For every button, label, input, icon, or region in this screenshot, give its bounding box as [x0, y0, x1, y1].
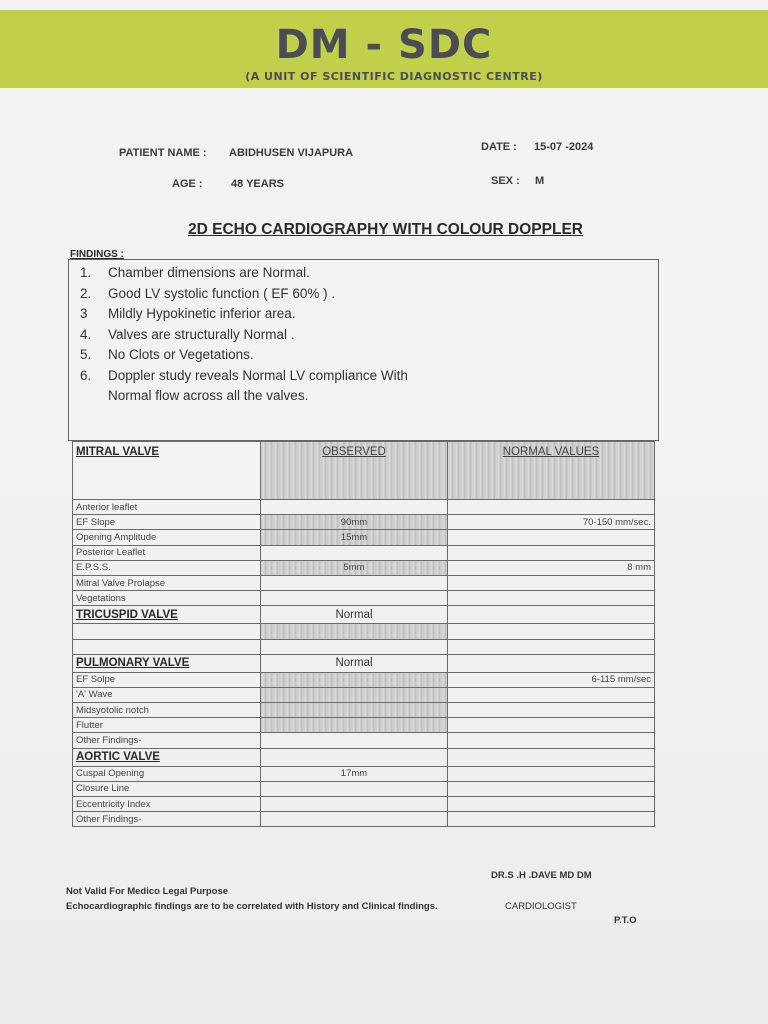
centre-logo-title: DM - SDC — [275, 22, 493, 68]
age-label: AGE : — [172, 178, 203, 190]
table-row — [73, 545, 655, 560]
finding-item: 1. Chamber dimensions are Normal. — [80, 265, 310, 280]
table-section-row — [73, 748, 655, 766]
table-row — [73, 624, 655, 639]
patient-sex: M — [535, 175, 545, 187]
observed-value: Normal — [261, 654, 448, 672]
observed-value — [261, 733, 448, 748]
observed-value — [261, 797, 448, 812]
table-row — [73, 766, 655, 781]
observed-value — [261, 672, 448, 687]
table-section-row — [73, 606, 655, 624]
normal-value — [448, 639, 655, 654]
normal-value — [448, 606, 655, 624]
table-row — [73, 530, 655, 545]
parameter-label: Vegetations — [73, 591, 261, 606]
observed-value: 90mm — [261, 515, 448, 530]
findings-label: FINDINGS : — [70, 249, 124, 260]
observed-value: 15mm — [261, 530, 448, 545]
table-row — [73, 560, 655, 575]
table-row — [73, 718, 655, 733]
table-row — [73, 797, 655, 812]
valve-section-label: AORTIC VALVE — [73, 748, 261, 766]
finding-item: 3 Mildly Hypokinetic inferior area. — [80, 306, 296, 321]
table-row — [73, 591, 655, 606]
patient-age: 48 YEARS — [231, 178, 284, 190]
valve-measurements-table — [72, 441, 655, 827]
normal-value — [448, 718, 655, 733]
table-row — [73, 812, 655, 827]
normal-value — [448, 575, 655, 590]
observed-value: 5mm — [261, 560, 448, 575]
observed-value — [261, 812, 448, 827]
normal-value — [448, 654, 655, 672]
parameter-label — [73, 639, 261, 654]
observed-value — [261, 624, 448, 639]
observed-value — [261, 639, 448, 654]
parameter-label: Posterior Leaflet — [73, 545, 261, 560]
observed-value: 17mm — [261, 766, 448, 781]
patient-name-label: PATIENT NAME : — [119, 147, 207, 159]
date-label: DATE : — [481, 141, 517, 153]
normal-value — [448, 500, 655, 515]
observed-value: Normal — [261, 606, 448, 624]
parameter-label: Other Findings- — [73, 812, 261, 827]
disclaimer-legal: Not Valid For Medico Legal Purpose — [66, 886, 229, 897]
parameter-label: E.P.S.S. — [73, 560, 261, 575]
valve-section-label: TRICUSPID VALVE — [73, 606, 261, 624]
observed-value — [261, 718, 448, 733]
normal-value — [448, 797, 655, 812]
finding-item: 5. No Clots or Vegetations. — [80, 347, 254, 362]
normal-value — [448, 687, 655, 702]
table-row — [73, 733, 655, 748]
normal-value — [448, 530, 655, 545]
normal-value — [448, 545, 655, 560]
table-row — [73, 703, 655, 718]
pto-note: P.T.O — [614, 915, 637, 926]
normal-value — [448, 812, 655, 827]
normal-value: 8 mm — [448, 560, 655, 575]
table-row — [73, 639, 655, 654]
finding-item: 2. Good LV systolic function ( EF 60% ) . — [80, 286, 336, 301]
valve-section-label: PULMONARY VALVE — [73, 654, 261, 672]
parameter-label: Anterior leaflet — [73, 500, 261, 515]
parameter-label: EF Solpe — [73, 672, 261, 687]
header-banner — [0, 10, 768, 88]
parameter-label: Eccentricity Index — [73, 797, 261, 812]
parameter-label: Closure Line — [73, 781, 261, 796]
observed-value — [261, 781, 448, 796]
sex-label: SEX : — [491, 175, 520, 187]
observed-column-header: OBSERVED — [261, 442, 448, 500]
parameter-label: Flutter — [73, 718, 261, 733]
parameter-label: Midsyotolic notch — [73, 703, 261, 718]
finding-item: 4. Valves are structurally Normal . — [80, 327, 295, 342]
doctor-name: DR.S .H .DAVE MD DM — [491, 870, 592, 881]
normal-values-column-header: NORMAL VALUES — [448, 442, 655, 500]
observed-value — [261, 575, 448, 590]
observed-value — [261, 703, 448, 718]
table-row — [73, 687, 655, 702]
normal-value — [448, 703, 655, 718]
table-row — [73, 781, 655, 796]
finding-item: 6. Doppler study reveals Normal LV compliance With — [80, 368, 408, 383]
observed-value — [261, 748, 448, 766]
observed-value — [261, 545, 448, 560]
finding-item: Normal flow across all the valves. — [108, 388, 309, 403]
parameter-label: Mitral Valve Prolapse — [73, 575, 261, 590]
table-row — [73, 500, 655, 515]
parameter-label: 'A' Wave — [73, 687, 261, 702]
doctor-designation: CARDIOLOGIST — [505, 901, 577, 912]
parameter-label: EF Slope — [73, 515, 261, 530]
parameter-label: Opening Amplitude — [73, 530, 261, 545]
table-section-row — [73, 654, 655, 672]
observed-value — [261, 591, 448, 606]
normal-value: 70-150 mm/sec. — [448, 515, 655, 530]
table-row — [73, 515, 655, 530]
normal-value — [448, 766, 655, 781]
parameter-label — [73, 624, 261, 639]
normal-value — [448, 781, 655, 796]
mitral-valve-heading: MITRAL VALVE — [73, 442, 261, 500]
disclaimer-correlation: Echocardiographic findings are to be correlated with History and Clinical findings. — [66, 901, 438, 912]
observed-value — [261, 500, 448, 515]
parameter-label: Other Findings- — [73, 733, 261, 748]
table-row — [73, 672, 655, 687]
table-row — [73, 575, 655, 590]
normal-value — [448, 733, 655, 748]
centre-subtitle: (A UNIT OF SCIENTIFIC DIAGNOSTIC CENTRE) — [245, 70, 543, 83]
normal-value — [448, 591, 655, 606]
patient-name: ABIDHUSEN VIJAPURA — [229, 147, 354, 159]
observed-value — [261, 687, 448, 702]
parameter-label: Cuspal Opening — [73, 766, 261, 781]
normal-value — [448, 624, 655, 639]
report-title: 2D ECHO CARDIOGRAPHY WITH COLOUR DOPPLER — [188, 221, 583, 238]
normal-value: 6-115 mm/sec — [448, 672, 655, 687]
normal-value — [448, 748, 655, 766]
table-header-row — [73, 442, 655, 500]
report-date: 15-07 -2024 — [534, 141, 594, 153]
